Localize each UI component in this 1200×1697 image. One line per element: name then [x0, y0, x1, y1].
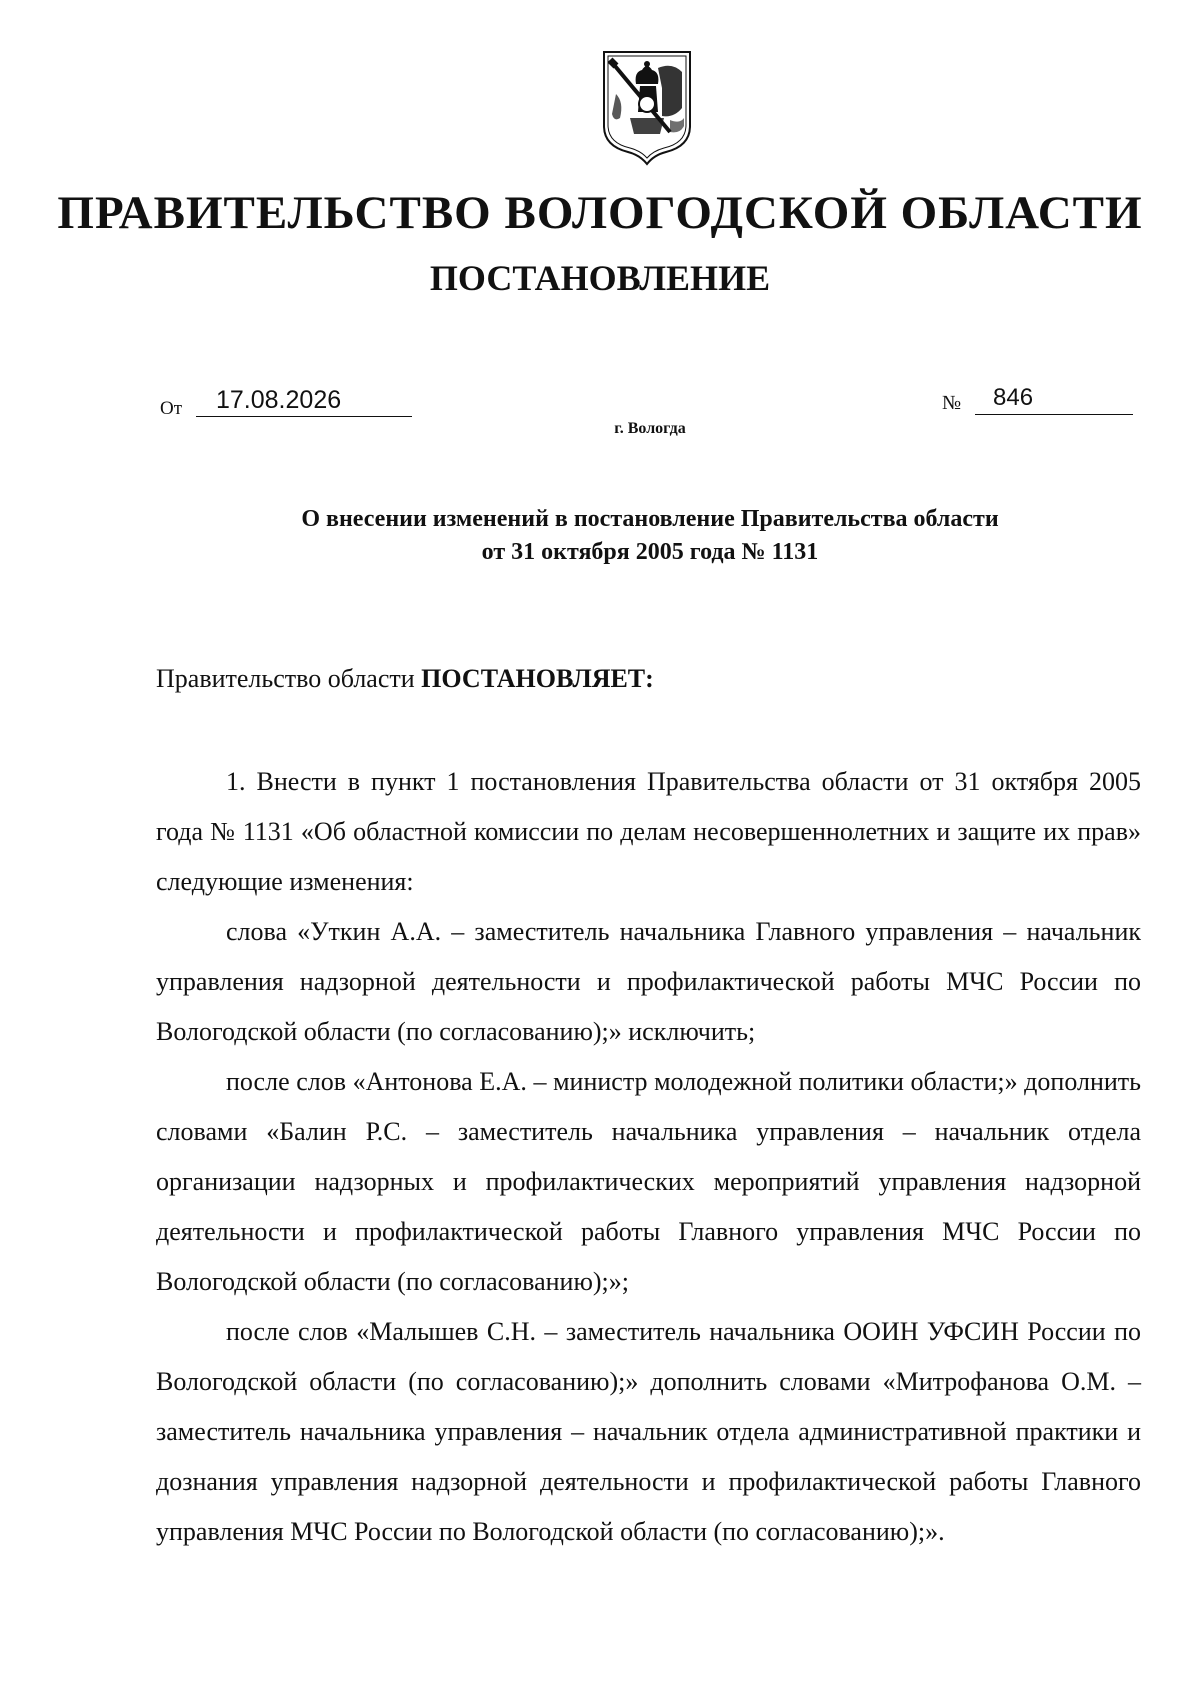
paragraph-1: 1. Внести в пункт 1 постановления Правительства области от 31 октября 2005 года № 1131 «Об областной комиссии по делам несовершеннолетних и защите их прав» следующие изменения: — [156, 767, 1141, 896]
coat-of-arms-icon — [600, 48, 694, 166]
document-type-title: ПОСТАНОВЛЕНИЕ — [429, 258, 771, 298]
document-subject — [0, 503, 1200, 569]
subject-line-2: от 31 октября 2005 года № 1131 — [481, 539, 819, 565]
paragraph-4: после слов «Малышев С.Н. – заместитель начальника ООИН УФСИН России по Вологодской области (по согласованию);» дополнить словами «Митрофанова О.М. – заместитель начальника управления – начальник отдела административной практики и дознания управления надзорной деятельности и профилактической работы Главного управления МЧС России по Вологодской области (по согласованию);». — [156, 1317, 1141, 1546]
resolving-clause-prefix: Правительство области — [156, 664, 422, 693]
date-value: 17.08.2026 — [216, 386, 342, 414]
organization-title: ПРАВИТЕЛЬСТВО ВОЛОГОДСКОЙ ОБЛАСТИ — [57, 187, 1143, 239]
paragraph-2: слова «Уткин А.А. – заместитель начальника Главного управления – начальник управления надзорной деятельности и профилактической работы МЧС России по Вологодской области (по согласованию);» исключить; — [156, 917, 1141, 1046]
document-body — [156, 757, 1141, 1557]
number-value: 846 — [993, 384, 1034, 411]
date-label: От — [160, 398, 183, 419]
subject-line-1: О внесении изменений в постановление Правительства области — [301, 506, 999, 532]
resolving-clause-verb: ПОСТАНОВЛЯЕТ: — [421, 664, 654, 693]
number-field — [975, 382, 1133, 415]
resolving-clause — [156, 664, 654, 694]
paragraph-3: после слов «Антонова Е.А. – министр молодежной политики области;» дополнить словами «Балин Р.С. – заместитель начальника управления – начальник отдела организации надзорных и профилактических мероприятий управления надзорной деятельности и профилактической работы Главного управления МЧС России по Вологодской области (по согласованию);»; — [156, 1067, 1141, 1296]
date-field — [196, 384, 412, 417]
number-label: № — [942, 392, 962, 414]
city-label: г. Вологда — [614, 420, 686, 437]
